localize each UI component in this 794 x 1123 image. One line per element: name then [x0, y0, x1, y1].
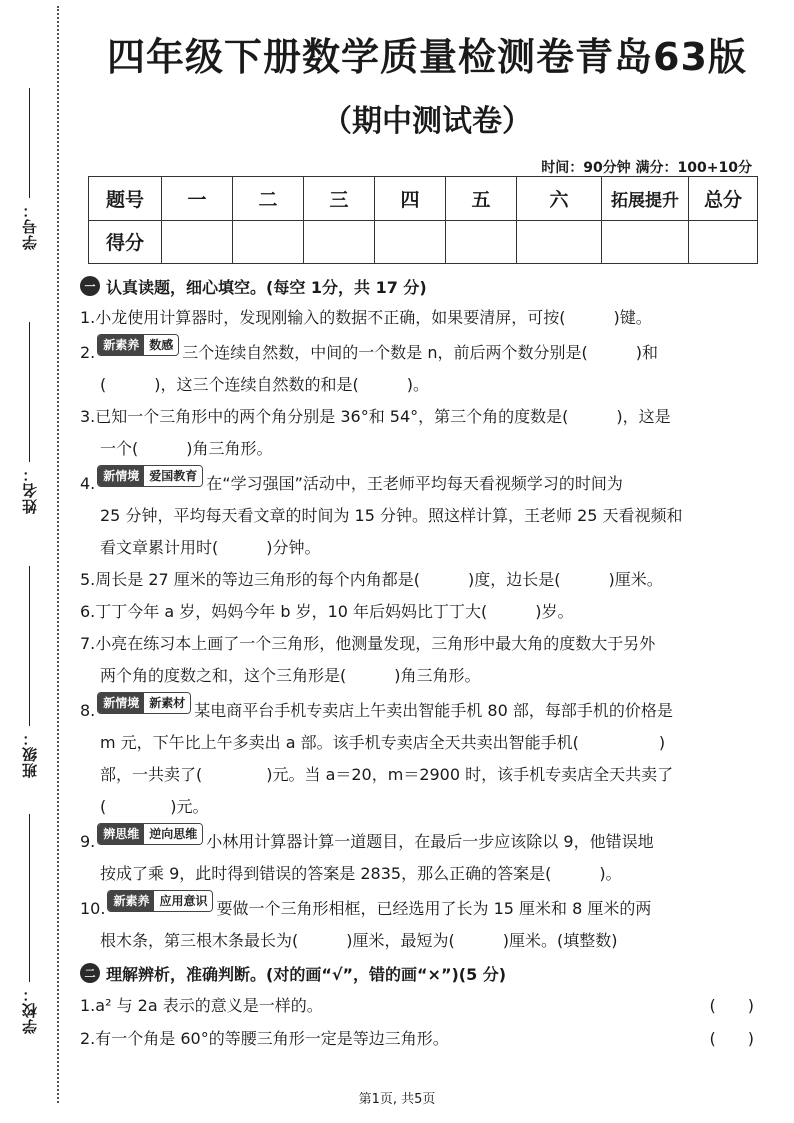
question-line [80, 858, 756, 890]
page-subtitle: （期中测试卷） [322, 104, 532, 139]
school-field[interactable] [16, 814, 42, 1034]
question-text: 根木条，第三根木条最长为( )厘米，最短为( )厘米。(填整数) [100, 931, 618, 950]
question-text: 一个( )角三角形。 [100, 439, 273, 458]
question-tag-secondary: 数感 [144, 335, 178, 355]
question-text: m 元，下午比上午多卖出 a 部。该手机专卖店全天共卖出智能手机( ) [100, 733, 666, 752]
question-text: 丁丁今年 a 岁，妈妈今年 b 岁，10 年后妈妈比丁丁大( )岁。 [95, 602, 574, 621]
question-line [80, 401, 756, 433]
question-line [80, 500, 756, 532]
question-line [80, 334, 756, 369]
page-title: 四年级下册数学质量检测卷青岛63版 [107, 35, 747, 79]
section-number-badge: 一 [80, 276, 100, 296]
question-tag [97, 334, 179, 356]
question-number: 10. [80, 899, 106, 918]
question-line [80, 890, 756, 925]
school-underline [29, 814, 30, 982]
section-2-questions [80, 989, 756, 1055]
question-text: ( )元。 [100, 797, 209, 816]
question-text: 要做一个三角形相框，已经选用了长为 15 厘米和 8 厘米的两 [216, 899, 652, 918]
question-line [80, 532, 756, 564]
question-text: ( )，这三个连续自然数的和是( )。 [100, 375, 429, 394]
score-input-cell[interactable] [375, 220, 446, 264]
question-item [80, 302, 756, 334]
question-item [80, 890, 756, 957]
section-2-heading [80, 959, 756, 987]
question-number: 7. [80, 634, 96, 653]
score-input-cell[interactable] [517, 220, 602, 264]
question-text: 按成了乘 9，此时得到错误的答案是 2835，那么正确的答案是( )。 [100, 864, 622, 883]
score-input-cell[interactable] [233, 220, 304, 264]
class-underline [29, 566, 30, 726]
name-label: 姓名： [20, 466, 39, 514]
score-input-cell[interactable] [689, 220, 758, 264]
section-1-heading [80, 272, 756, 300]
score-header-cell: 一 [162, 177, 233, 221]
question-text: 看文章累计用时( )分钟。 [100, 538, 321, 557]
section-number-badge: 二 [80, 963, 100, 983]
judgment-item [80, 1022, 756, 1055]
question-tag-primary: 新素养 [108, 891, 154, 911]
question-item [80, 465, 756, 564]
score-input-cell[interactable] [162, 220, 233, 264]
binding-margin-line [57, 6, 59, 1103]
question-line [80, 823, 756, 858]
question-tag [97, 823, 203, 845]
question-number: 9. [80, 832, 96, 851]
question-item [80, 564, 756, 596]
score-header-cell: 五 [446, 177, 517, 221]
question-item [80, 334, 756, 401]
question-text: 在“学习强国”活动中，王老师平均每天看视频学习的时间为 [206, 474, 623, 493]
question-text: 部，一共卖了( )元。当 a＝20，m＝2900 时，该手机专卖店全天共卖了 [100, 765, 674, 784]
exam-time-info: 时间：90分钟 满分：100+10分 [541, 160, 752, 176]
question-number: 6. [80, 602, 96, 621]
class-label: 班级： [20, 730, 39, 778]
question-line [80, 628, 756, 660]
answer-bracket[interactable]: ( ) [709, 1029, 754, 1048]
question-number: 8. [80, 701, 96, 720]
question-line [80, 660, 756, 692]
section-title: 理解辨析，准确判断。(对的画“√”，错的画“×”)(5 分) [106, 964, 507, 984]
question-tag-primary: 辨思维 [98, 824, 144, 844]
question-line [80, 302, 756, 334]
question-number: 3. [80, 407, 96, 426]
question-tag-secondary: 新素材 [144, 693, 190, 713]
score-header-cell: 四 [375, 177, 446, 221]
question-text: 有一个角是 60°的等腰三角形一定是等边三角形。 [95, 1029, 449, 1048]
judgment-statement [80, 989, 323, 1022]
score-header-cell: 六 [517, 177, 602, 221]
question-text: a² 与 2a 表示的意义是一样的。 [95, 996, 323, 1015]
score-header-cell: 题号 [89, 177, 162, 221]
student-id-label: 学号： [20, 202, 39, 250]
question-tag-secondary: 爱国教育 [144, 466, 202, 486]
question-line [80, 791, 756, 823]
question-tag [97, 465, 203, 487]
score-header-cell: 二 [233, 177, 304, 221]
question-text: 某电商平台手机专卖店上午卖出智能手机 80 部，每部手机的价格是 [194, 701, 673, 720]
student-id-underline [29, 88, 30, 198]
question-number: 1. [80, 996, 96, 1015]
score-header-cell: 总分 [689, 177, 758, 221]
question-item [80, 628, 756, 692]
question-item [80, 401, 756, 465]
section-title: 认真读题，细心填空。(每空 1分，共 17 分) [106, 277, 427, 297]
question-text: 小龙使用计算器时，发现刚输入的数据不正确，如果要清屏，可按( )键。 [95, 308, 652, 327]
question-number: 2. [80, 343, 96, 362]
school-label: 学校： [20, 986, 39, 1034]
question-line [80, 727, 756, 759]
question-line [80, 925, 756, 957]
score-table-header-row [89, 177, 758, 221]
question-tag-primary: 新素养 [98, 335, 144, 355]
question-text: 小林用计算器计算一道题目，在最后一步应该除以 9，他错误地 [206, 832, 654, 851]
question-tag [107, 890, 213, 912]
question-line [80, 465, 756, 500]
judgment-item [80, 989, 756, 1022]
score-input-cell[interactable] [304, 220, 375, 264]
question-tag-secondary: 应用意识 [154, 891, 212, 911]
question-number: 2. [80, 1029, 96, 1048]
score-row-label: 得分 [89, 220, 162, 264]
question-text: 周长是 27 厘米的等边三角形的每个内角都是( )度，边长是( )厘米。 [95, 570, 663, 589]
score-input-cell[interactable] [446, 220, 517, 264]
question-number: 5. [80, 570, 96, 589]
question-tag-primary: 新情境 [98, 693, 144, 713]
question-line [80, 369, 756, 401]
question-line [80, 692, 756, 727]
question-number: 4. [80, 474, 96, 493]
score-table-score-row [89, 220, 758, 264]
question-text: 三个连续自然数，中间的一个数是 n，前后两个数分别是( )和 [182, 343, 659, 362]
question-tag-secondary: 逆向思维 [144, 824, 202, 844]
score-header-cell: 三 [304, 177, 375, 221]
question-text: 小亮在练习本上画了一个三角形，他测量发现，三角形中最大角的度数大于另外 [95, 634, 656, 653]
name-underline [29, 322, 30, 462]
score-table [88, 176, 758, 264]
name-field[interactable] [16, 322, 42, 514]
question-tag [97, 692, 191, 714]
class-field[interactable] [16, 566, 42, 778]
question-line [80, 564, 756, 596]
exam-content [80, 272, 756, 1055]
question-text: 已知一个三角形中的两个角分别是 36°和 54°，第三个角的度数是( )，这是 [95, 407, 671, 426]
score-input-cell[interactable] [602, 220, 689, 264]
question-item [80, 823, 756, 890]
page-footer: 第1页, 共5页 [358, 1092, 436, 1107]
judgment-statement [80, 1022, 449, 1055]
question-line [80, 433, 756, 465]
question-item [80, 596, 756, 628]
question-tag-primary: 新情境 [98, 466, 144, 486]
student-id-field[interactable] [16, 88, 42, 250]
question-item [80, 692, 756, 823]
question-text: 25 分钟，平均每天看文章的时间为 15 分钟。照这样计算，王老师 25 天看视频和 [100, 506, 683, 525]
question-line [80, 759, 756, 791]
question-text: 两个角的度数之和，这个三角形是( )角三角形。 [100, 666, 481, 685]
question-number: 1. [80, 308, 96, 327]
score-header-cell: 拓展提升 [602, 177, 689, 221]
answer-bracket[interactable]: ( ) [709, 996, 754, 1015]
section-1-questions [80, 302, 756, 957]
question-line [80, 596, 756, 628]
